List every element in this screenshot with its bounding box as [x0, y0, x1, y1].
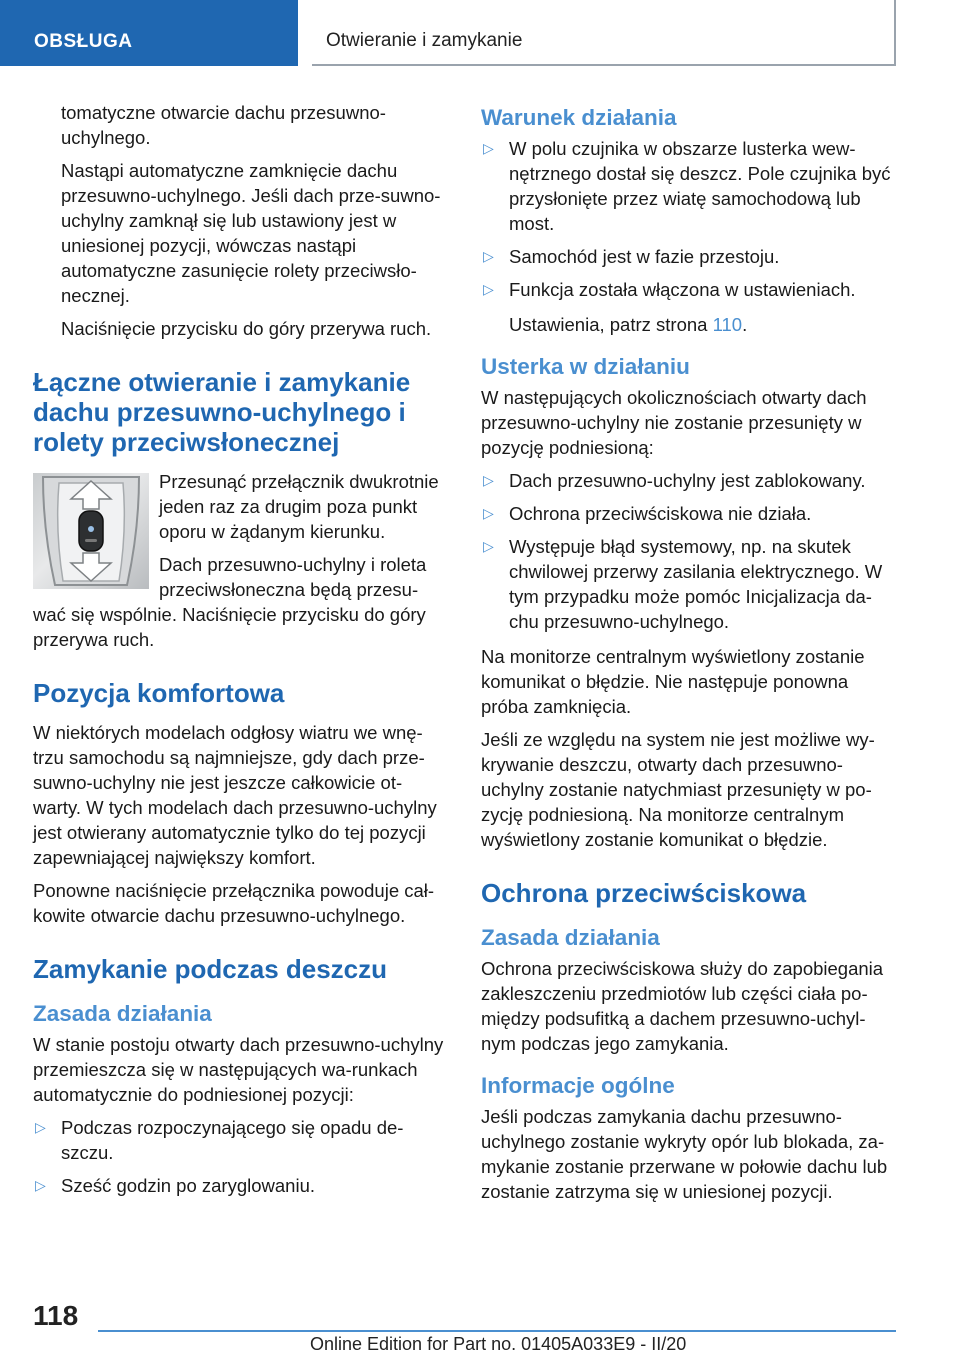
- left-column: [33, 100, 448, 1208]
- paragraph: tomatyczne otwarcie dachu przesuwno-uchylnego.: [61, 102, 386, 148]
- list-item: ▷ Występuje błąd systemowy, np. na skutek chwilowej przerwy zasilania elektrycznego. W tym przypadku może pomóc Inicjalizacja da-chu przesuwno-uchylnego.: [483, 536, 883, 632]
- paragraph: W następujących okolicznościach otwarty dach przesuwno-uchylny nie zostanie przesunięty w pozycję podniesioną:: [481, 387, 867, 458]
- triangle-bullet-icon: ▷: [483, 538, 494, 554]
- list-item: ▷ Sześć godzin po zaryglowaniu.: [35, 1175, 316, 1196]
- paragraph: Dach przesuwno-uchylny i roleta przeciwsłoneczna będą przesu-wać się wspólnie. Naciśnięcie przycisku do góry przerywa ruch.: [33, 554, 427, 650]
- paragraph: Naciśnięcie przycisku do góry przerywa ruch.: [61, 318, 432, 339]
- list-item: ▷ Ochrona przeciwściskowa nie działa.: [483, 503, 812, 524]
- paragraph: Na monitorze centralnym wyświetlony zostanie komunikat o błędzie. Nie następuje ponowna próba zamknięcia.: [481, 646, 865, 717]
- triangle-bullet-icon: ▷: [483, 505, 494, 521]
- paragraph: W niektórych modelach odgłosy wiatru we wnę-trzu samochodu są najmniejsze, gdy dach prze-suwno-uchylny nie jest jeszcze całkowicie ot-warty. W tych modelach dach przesuwno-uchylny jest otwierany automatycznie tylko do tej pozycji zapewniającej największy komfort.: [33, 722, 437, 868]
- list-item: ▷ Podczas rozpoczynającego się opadu de-szczu.: [35, 1117, 404, 1163]
- triangle-bullet-icon: ▷: [483, 281, 494, 297]
- subheading-condition: Warunek działania: [481, 105, 677, 130]
- heading-combined-operation: Łączne otwieranie i zamykanie dachu przesuwno-uchylnego i rolety przeciwsłonecznej: [33, 367, 411, 457]
- list-item: ▷ W polu czujnika w obszarze lusterka wew-nętrznego dostał się deszcz. Pole czujnika być przysłonięte przez wiatę samochodową lub most.: [483, 138, 891, 234]
- paragraph: Jeśli podczas zamykania dachu przesuwno-uchylnego zostanie wykryty opór lub blokada, za-mykanie zostanie przerwane w połowie dachu lub zostanie zatrzyma się w uniesionej pozycji.: [481, 1106, 888, 1202]
- paragraph: Ponowne naciśnięcie przełącznika powoduje cał-kowite otwarcie dachu przesuwno-uchylnego.: [33, 880, 435, 926]
- paragraph: Przesunąć przełącznik dwukrotnie jeden raz za drugim poza punkt oporu w żądanym kierunku.: [159, 471, 439, 542]
- heading-rain-closing: Zamykanie podczas deszczu: [33, 954, 388, 984]
- triangle-bullet-icon: ▷: [483, 248, 494, 264]
- paragraph: Nastąpi automatyczne zamknięcie dachu przesuwno-uchylnego. Jeśli dach prze-suwno-uchylny zamknął się lub ustawiony jest w uniesionej pozycji, wówczas nastąpi automatyczne zasunięcie rolety przeciwsło-necznej.: [61, 160, 441, 306]
- heading-comfort-position: Pozycja komfortowa: [33, 678, 285, 708]
- chapter-title: Otwieranie i zamykanie: [312, 0, 896, 66]
- page-link[interactable]: 110: [712, 314, 743, 335]
- switch-illustration: [33, 473, 149, 589]
- triangle-bullet-icon: ▷: [35, 1119, 46, 1135]
- cross-reference: Ustawienia, patrz strona 110.: [509, 314, 748, 335]
- subheading-malfunction: Usterka w działaniu: [481, 354, 690, 379]
- section-tab: OBSŁUGA: [0, 0, 298, 66]
- edition-info: Online Edition for Part no. 01405A033E9 - II/20: [310, 1334, 687, 1354]
- bullet-list: [481, 468, 896, 634]
- page-number: 118: [33, 1300, 79, 1331]
- subheading-principle: Zasada działania: [481, 925, 660, 950]
- bullet-list: [481, 136, 896, 302]
- triangle-bullet-icon: ▷: [483, 140, 494, 156]
- paragraph: Ochrona przeciwściskowa służy do zapobiegania zakleszczeniu przedmiotów lub części ciała po-między podsufitką a dachem przesuwno-uchyl-nym podczas jego zamykania.: [481, 958, 884, 1054]
- footer-divider: [98, 1330, 896, 1332]
- list-item: ▷ Dach przesuwno-uchylny jest zablokowany.: [483, 470, 866, 491]
- subheading-general-info: Informacje ogólne: [481, 1073, 675, 1098]
- list-item: ▷ Samochód jest w fazie przestoju.: [483, 246, 780, 267]
- subheading-principle: Zasada działania: [33, 1001, 212, 1026]
- heading-pinch-protection: Ochrona przeciwściskowa: [481, 878, 807, 908]
- bullet-list: [33, 1115, 448, 1198]
- switch-icon: [33, 473, 149, 589]
- paragraph: Jeśli ze względu na system nie jest możliwe wy-krywanie deszczu, otwarty dach przesuwno-uchylny zostanie natychmiast przesunięty w po-zycję podniesioną. Na monitorze centralnym wyświetlony zostanie komunikat o błędzie.: [481, 729, 875, 850]
- triangle-bullet-icon: ▷: [35, 1177, 46, 1193]
- paragraph: W stanie postoju otwarty dach przesuwno-uchylny przemieszcza się w następujących wa-runkach automatycznie do podniesionej pozycji:: [33, 1034, 444, 1105]
- right-column: [481, 100, 896, 1212]
- triangle-bullet-icon: ▷: [483, 472, 494, 488]
- list-item: ▷ Funkcja została włączona w ustawieniach.: [483, 279, 856, 300]
